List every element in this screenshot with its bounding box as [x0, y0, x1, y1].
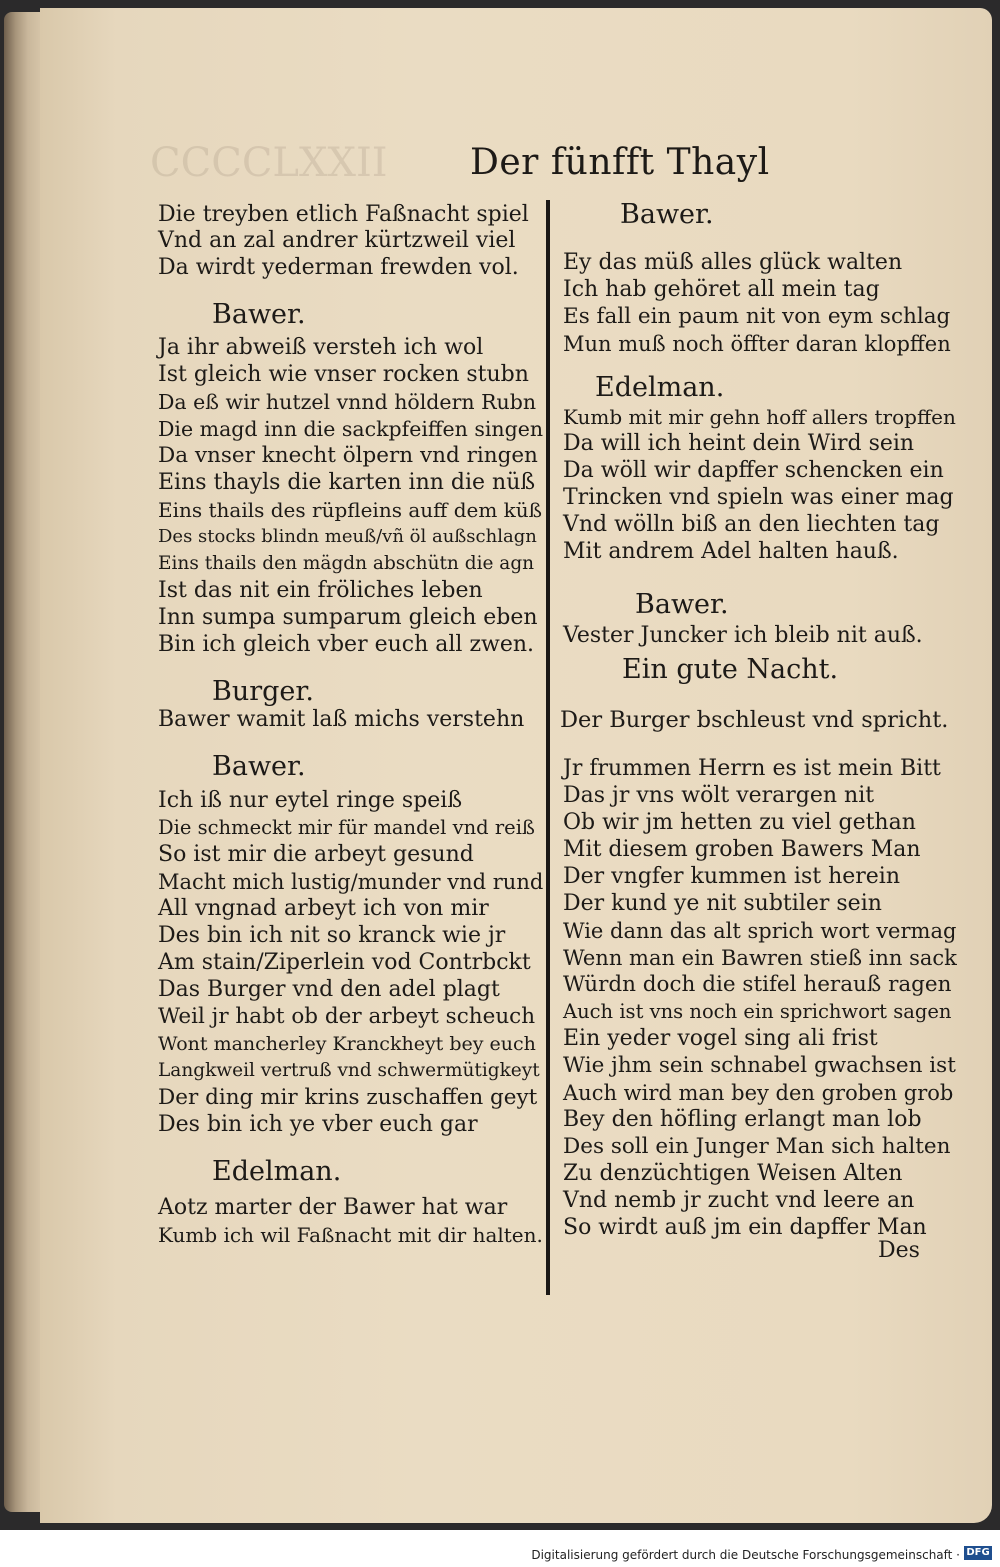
catchword: Des	[878, 1238, 920, 1263]
verse-line: Des bin ich nit so kranck wie jr	[158, 923, 506, 948]
verse-line: Eins thayls die karten inn die nüß	[158, 470, 536, 495]
verse-line: Langkweil vertruß vnd schwermütigkeyt	[158, 1060, 540, 1081]
column-divider	[546, 200, 550, 1295]
section-heading: Ein gute Nacht.	[622, 654, 839, 685]
verse-line: Zu denzüchtigen Weisen Alten	[563, 1161, 903, 1186]
section-heading: Bawer.	[212, 299, 306, 330]
verse-line: Kumb ich wil Faßnacht mit dir halten.	[158, 1223, 543, 1247]
verse-line: Die treyben etlich Faßnacht spiel	[158, 202, 529, 227]
verse-line: Trincken vnd spieln was einer mag	[563, 485, 954, 510]
page-header: Der fünfft Thayl	[470, 142, 770, 183]
verse-line: Da wöll wir dapffer schencken ein	[563, 458, 944, 483]
verse-line: Der vngfer kummen ist herein	[563, 864, 901, 889]
verse-line: Wont mancherley Kranckheyt bey euch	[158, 1033, 536, 1055]
verse-line: Vnd nemb jr zucht vnd leere an	[563, 1188, 915, 1213]
verse-line: Mit andrem Adel halten hauß.	[563, 539, 899, 564]
verse-line: Mun muß noch öffter daran klopffen	[563, 332, 951, 356]
verse-line: Inn sumpa sumparum gleich eben	[158, 605, 538, 630]
verse-line: Da vnser knecht ölpern vnd ringen	[158, 443, 538, 468]
verse-line: Aotz marter der Bawer hat war	[158, 1195, 508, 1220]
verse-line: Ja ihr abweiß versteh ich wol	[158, 335, 484, 360]
verse-line: Ein yeder vogel sing ali frist	[563, 1026, 878, 1051]
verse-line: Wie jhm sein schnabel gwachsen ist	[563, 1053, 956, 1078]
verse-line: Das jr vns wölt verargen nit	[563, 783, 875, 808]
verse-line: Ist gleich wie vnser rocken stubn	[158, 362, 529, 387]
verse-line: So wirdt auß jm ein dapffer Man	[563, 1215, 927, 1240]
verse-line: Ob wir jm hetten zu viel gethan	[563, 810, 916, 835]
verse-line: Da will ich heint dein Wird sein	[563, 431, 915, 456]
funding-notice: Digitalisierung gefördert durch die Deutsche Forschungsgemeinschaft ·	[531, 1548, 960, 1562]
verse-line: Kumb mit mir gehn hoff allers tropffen	[563, 405, 956, 429]
section-heading: Bawer.	[620, 199, 714, 230]
verse-line: Vnd wölln biß an den liechten tag	[563, 512, 940, 537]
verse-line: Vester Juncker ich bleib nit auß.	[563, 623, 923, 648]
verse-line: Bey den höfling erlangt man lob	[563, 1107, 922, 1132]
verse-line: Bawer wamit laß michs verstehn	[158, 707, 525, 732]
verse-line: Der ding mir krins zuschaffen geyt	[158, 1085, 538, 1110]
verse-line: Da eß wir hutzel vnnd höldern Rubn	[158, 390, 537, 414]
verse-line: So ist mir die arbeyt gesund	[158, 842, 474, 867]
verse-line: Ey das müß alles glück walten	[563, 250, 903, 275]
section-heading: Edelman.	[595, 372, 725, 403]
section-heading: Burger.	[212, 676, 314, 707]
verse-line: Des stocks blindn meuß/vñ öl außschlagn	[158, 526, 537, 547]
show-through-text: CCCCLXXII	[150, 140, 388, 186]
verse-line: Des soll ein Junger Man sich halten	[563, 1134, 951, 1159]
verse-line: Die schmeckt mir für mandel vnd reiß	[158, 816, 535, 839]
verse-line: Eins thails den mägdn abschütn die agn	[158, 553, 535, 574]
verse-line: Der kund ye nit subtiler sein	[563, 891, 882, 916]
dfg-logo: DFG	[964, 1546, 992, 1560]
section-heading: Bawer.	[635, 589, 729, 620]
book-page-edges	[4, 12, 44, 1512]
verse-line: Ich iß nur eytel ringe speiß	[158, 788, 463, 813]
verse-line: Ist das nit ein fröliches leben	[158, 578, 483, 603]
verse-line: Am stain/Ziperlein vod Contrbckt	[158, 950, 531, 975]
section-heading: Der Burger bschleust vnd spricht.	[560, 707, 949, 733]
verse-line: Jr frummen Herrn es ist mein Bitt	[563, 756, 941, 781]
verse-line: Das Burger vnd den adel plagt	[158, 977, 500, 1002]
verse-line: Wie dann das alt sprich wort vermag	[563, 919, 957, 943]
verse-line: Des bin ich ye vber euch gar	[158, 1112, 478, 1137]
verse-line: Mit diesem groben Bawers Man	[563, 837, 921, 862]
verse-line: Es fall ein paum nit von eym schlag	[563, 304, 951, 329]
verse-line: Auch ist vns noch ein sprichwort sagen	[563, 1000, 952, 1023]
verse-line: Eins thails des rüpfleins auff dem küß	[158, 498, 543, 522]
verse-line: All vngnad arbeyt ich von mir	[158, 896, 489, 921]
section-heading: Bawer.	[212, 751, 306, 782]
verse-line: Ich hab gehöret all mein tag	[563, 277, 880, 302]
verse-line: Auch wird man bey den groben grob	[563, 1081, 954, 1105]
verse-line: Macht mich lustig/munder vnd rund	[158, 870, 544, 894]
section-heading: Edelman.	[212, 1156, 342, 1187]
verse-line: Würdn doch die stifel herauß ragen	[563, 972, 952, 997]
verse-line: Vnd an zal andrer kürtzweil viel	[158, 228, 516, 253]
verse-line: Die magd inn die sackpfeiffen singen	[158, 417, 544, 441]
verse-line: Da wirdt yederman frewden vol.	[158, 255, 519, 280]
verse-line: Bin ich gleich vber euch all zwen.	[158, 632, 535, 657]
verse-line: Weil jr habt ob der arbeyt scheuch	[158, 1004, 536, 1029]
verse-line: Wenn man ein Bawren stieß inn sack	[563, 946, 957, 970]
